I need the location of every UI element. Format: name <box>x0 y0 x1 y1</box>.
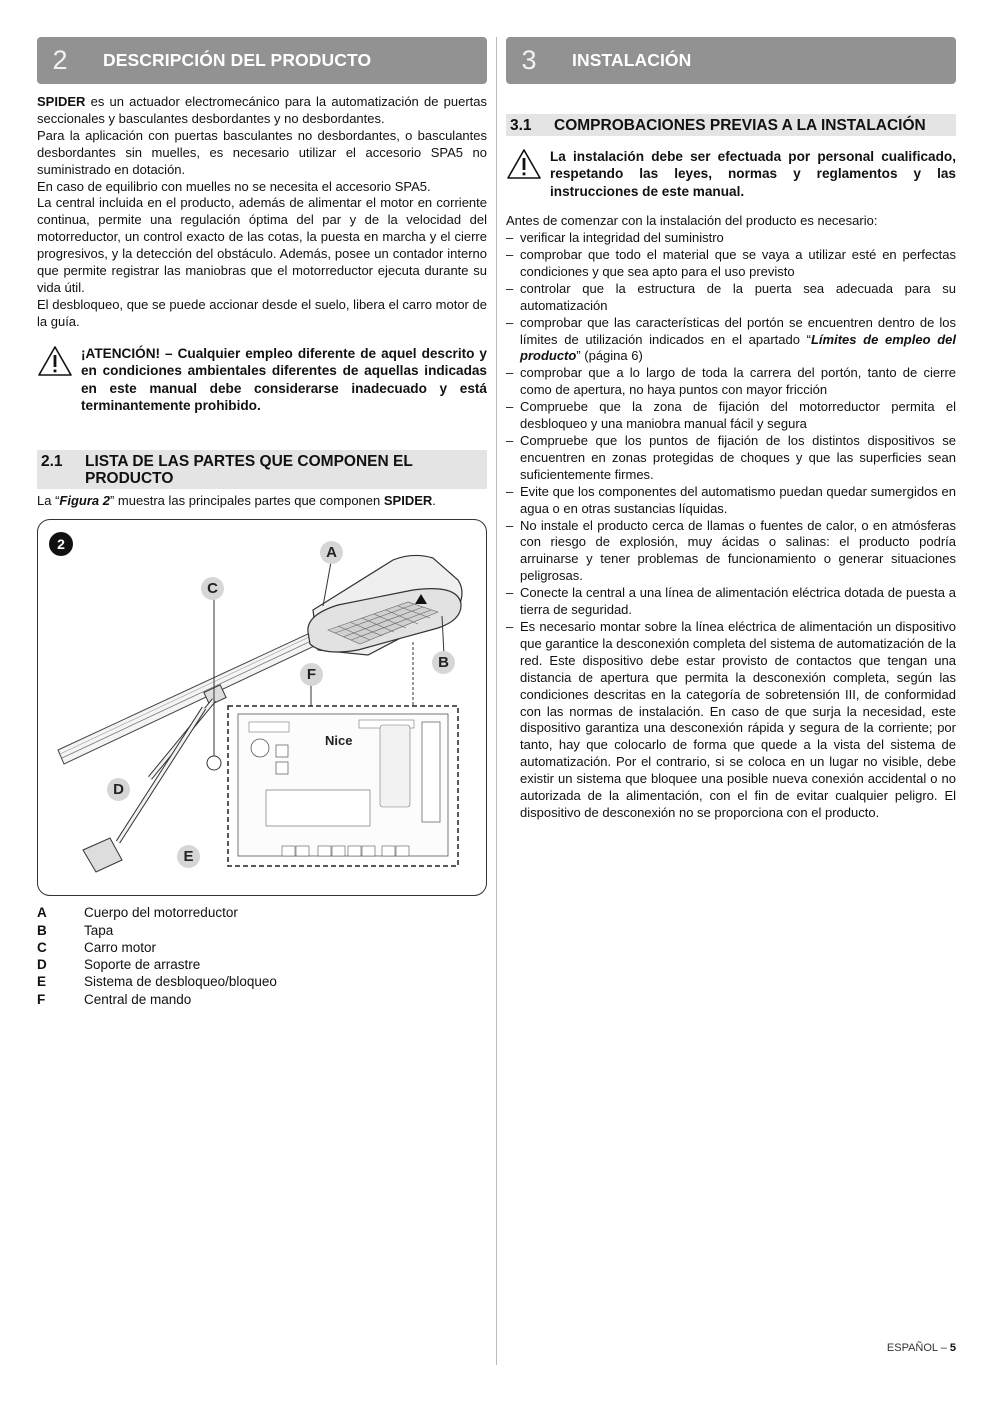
paragraph: La central incluida en el producto, además de alimentar el motor en corriente continua, permite una regulación óptima del par y de la velocidad del motorreductor, un control exacto de las cotas, la puesta en marcha y el cierre progresivos, y la detección del obstáculo. Además, posee un contador interno que permite registrar las maniobras que el motorreductor ejecuta durante su vida útil. <box>37 195 487 295</box>
list-item: – Compruebe que los puntos de fijación de los distintos dispositivos se encuentren en zonas protegidas de choques y que las superficies sean suficientemente firmes. <box>506 433 956 484</box>
warning-icon <box>37 345 73 377</box>
chapter-number: 3 <box>521 45 537 75</box>
section-number: 3.1 <box>510 117 532 134</box>
paragraph: Para la aplicación con puertas basculantes no desbordantes, o basculantes desbordantes sin muelles, es necesario utilizar el accesorio SPA5 no suministrado en dotación. <box>37 127 487 177</box>
legend-item: E Sistema de desbloqueo/bloqueo <box>37 974 277 990</box>
list-item: – Conecte la central a una línea de alimentación eléctrica dotada de puesta a tierra de seguridad. <box>506 585 956 619</box>
callout-A: A <box>320 541 343 564</box>
legend-item: A Cuerpo del motorreductor <box>37 905 238 921</box>
legend-item: C Carro motor <box>37 939 157 955</box>
product-name: SPIDER <box>37 94 86 109</box>
chapter-number: 2 <box>52 45 68 75</box>
parts-legend <box>37 904 487 1008</box>
list-item: – No instale el producto cerca de llamas o fuentes de calor, o en atmósferas con riesgo de explosión, muy ácidas o salinas: el producto podría arruinarse y tener problemas de funcionamiento o generar situaciones peligrosas. <box>506 518 956 586</box>
list-item: – Compruebe que la zona de fijación del motorreductor permita el desbloqueo y una maniobra manual fácil y segura <box>506 399 956 433</box>
section-title: LISTA DE LAS PARTES QUE COMPONEN EL PRODUCTO <box>85 453 413 488</box>
section-header <box>37 450 487 489</box>
list-item: – verificar la integridad del suministro <box>506 230 956 247</box>
page-number: 5 <box>949 1342 956 1354</box>
list-item: – comprobar que todo el material que se vaya a utilizar esté en perfectas condiciones y que sea apto para el uso previsto <box>506 247 956 281</box>
checks-list <box>506 230 956 822</box>
figure-number-badge: 2 <box>49 532 73 556</box>
list-item: – controlar que la estructura de la puerta sea adecuada para su automatización <box>506 281 956 315</box>
section-header <box>506 114 956 136</box>
board-brand: Nice <box>325 733 353 749</box>
legend-item: D Soporte de arrastre <box>37 957 201 973</box>
paragraph: En caso de equilibrio con muelles no se necesita el accesorio SPA5. <box>37 178 431 194</box>
list-item: – Es necesario montar sobre la línea eléctrica de alimentación un dispositivo que garantice la desconexión completa del sistema de automatización de la red. Este dispositivo debe estar provisto de contactos que tengan una distancia de apertura que permita la desconexión completa, según las condiciones descritas en la categoría de sobretensión III, de conformidad con las normas de instalación. En caso de que surja la necesidad, este dispositivo garantiza una desconexión rápida y segura de la corriente; por tanto, hay que colocarlo de forma que quede a la vista del sistema de automatización. Por el contrario, si se coloca en un lugar no visible, debe existir un sistema que bloquee una posible nueva conexión accidental o no autorizada de la alimentación, con el fin de evitar cualquier peligro. El dispositivo de desconexión no se proporciona con el producto. <box>506 619 956 822</box>
list-item: – comprobar que las características del portón se encuentren dentro de los límites de utilización indicados en el apartado “Límites de empleo del producto” (página 6) <box>506 315 956 366</box>
warning-icon <box>506 148 542 180</box>
legend-item: F Central de mando <box>37 991 192 1007</box>
callout-B: B <box>432 651 455 674</box>
chapter-title: INSTALACIÓN <box>572 50 692 70</box>
limits-link: Límites de empleo del producto <box>520 331 956 364</box>
callout-E: E <box>177 845 200 868</box>
checks-intro: Antes de comenzar con la instalación del producto es necesario: <box>506 213 878 229</box>
page-footer <box>887 1342 956 1354</box>
column-divider <box>496 37 497 1365</box>
paragraph: El desbloqueo, que se puede accionar desde el suelo, libera el carro motor de la guía. <box>37 296 487 329</box>
legend-item: B Tapa <box>37 922 114 938</box>
warning-block <box>506 148 956 200</box>
warning-block <box>37 345 487 415</box>
figure-link: Figura 2 <box>59 493 110 509</box>
warning-text: La instalación debe ser efectuada por personal cualificado, respetando las leyes, normas y reglamentos y las instrucciones de este manual. <box>550 149 956 199</box>
left-column <box>37 37 487 1008</box>
figure-reference: La “Figura 2” muestra las principales partes que componen SPIDER. <box>37 493 436 509</box>
callout-C: C <box>201 577 224 600</box>
list-item: – Evite que los componentes del automatismo puedan quedar sumergidos en agua o en otras sustancias líquidas. <box>506 484 956 518</box>
chapter-title: DESCRIPCIÓN DEL PRODUCTO <box>103 50 372 70</box>
figure-2 <box>37 519 487 896</box>
callout-F: F <box>300 663 323 686</box>
warning-text: ¡ATENCIÓN! – Cualquier empleo diferente de aquel descrito y en condiciones ambientales diferentes de aquellas indicadas en este manual debe considerarse inadecuado y está terminantemente prohibido. <box>81 345 487 413</box>
callout-D: D <box>107 778 130 801</box>
list-item: – comprobar que a lo largo de toda la carrera del portón, tanto de cierre como de apertura, no haya puntos con mayor fricción <box>506 365 956 399</box>
chapter-header <box>506 37 956 84</box>
product-description <box>37 94 487 331</box>
product-illustration <box>38 520 486 895</box>
section-title: COMPROBACIONES PREVIAS A LA INSTALACIÓN <box>554 117 926 134</box>
right-column <box>506 37 956 822</box>
paragraph: SPIDER es un actuador electromecánico para la automatización de puertas seccionales y basculantes desbordantes y no desbordantes. <box>37 94 487 126</box>
section-number: 2.1 <box>41 453 63 471</box>
chapter-header <box>37 37 487 84</box>
footer-language: ESPAÑOL – <box>886 1342 950 1354</box>
